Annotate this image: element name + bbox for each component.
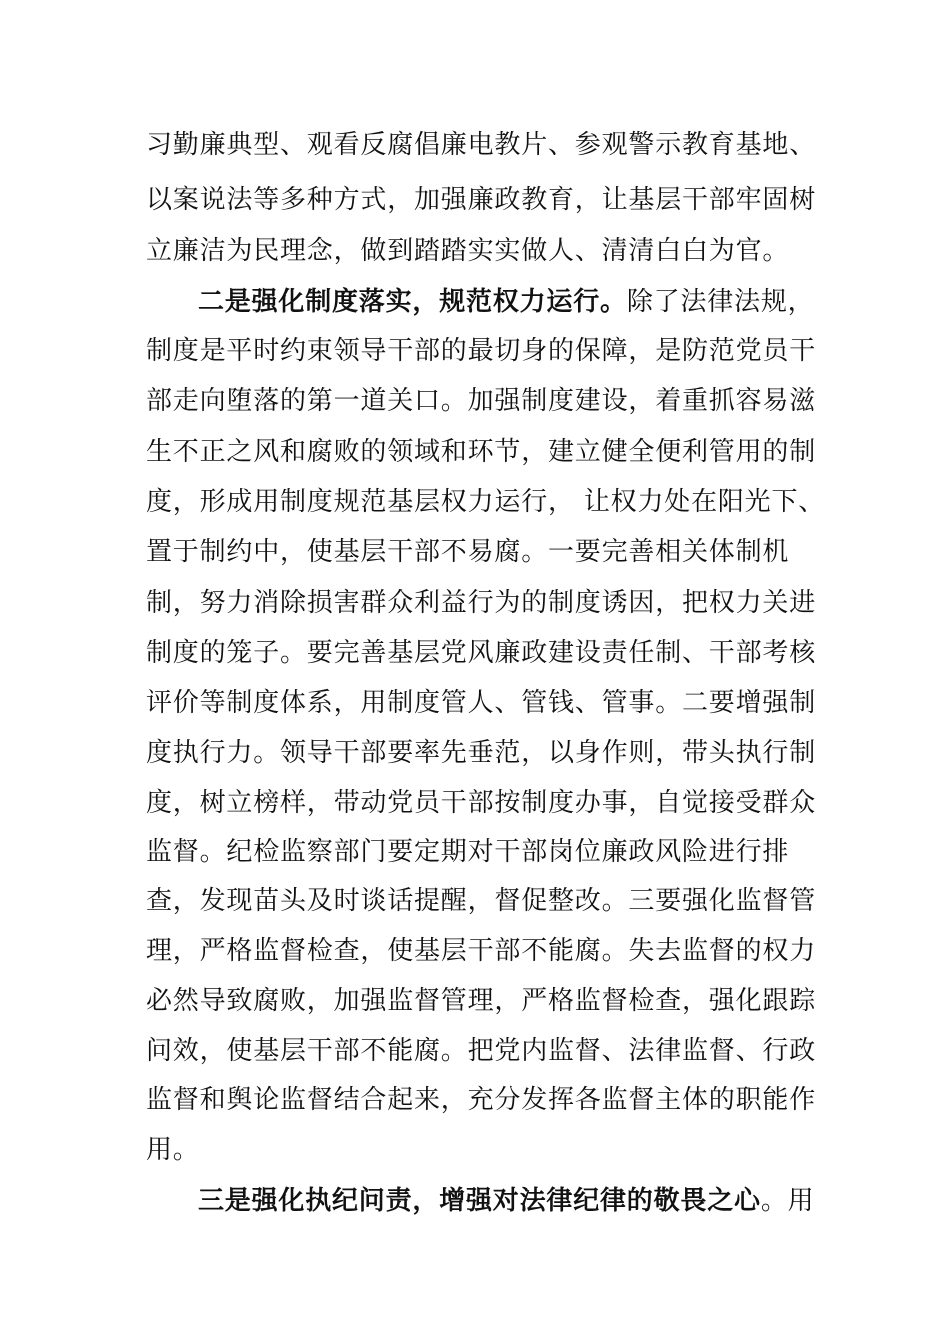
- text-line: 部走向堕落的第一道关口。加强制度建设，着重抓容易滋: [146, 386, 817, 416]
- text-line: 制，努力消除损害群众利益行为的制度诱因，把权力关进: [146, 588, 817, 618]
- text-line: 用。: [146, 1135, 200, 1165]
- text-line: 以案说法等多种方式，加强廉政教育，让基层干部牢固树: [146, 185, 817, 215]
- text-line: 生不正之风和腐败的领域和环节，建立健全便利管用的制: [146, 437, 817, 467]
- text-line: 监督和舆论监督结合起来，充分发挥各监督主体的职能作: [146, 1085, 817, 1115]
- text-line: 度执行力。领导干部要率先垂范，以身作则，带头执行制: [146, 738, 817, 768]
- text-line: 查，发现苗头及时谈话提醒，督促整改。三要强化监督管: [146, 886, 817, 916]
- text-line: 评价等制度体系，用制度管人、管钱、管事。二要增强制: [146, 688, 817, 718]
- text-line: 必然导致腐败，加强监督管理，严格监督检查，强化跟踪: [146, 986, 817, 1016]
- text-line: 问效，使基层干部不能腐。把党内监督、法律监督、行政: [146, 1036, 817, 1066]
- text-line: 制度是平时约束领导干部的最切身的保障，是防范党员干: [146, 336, 817, 366]
- paragraph-text: 。用: [760, 1186, 815, 1216]
- paragraph-two-first-line: [198, 285, 815, 319]
- text-line: 理，严格监督检查，使基层干部不能腐。失去监督的权力: [146, 936, 817, 966]
- paragraph-heading: 二是强化制度落实，规范权力运行。: [198, 287, 627, 317]
- text-line: 置于制约中，使基层干部不易腐。一要完善相关体制机: [146, 537, 790, 567]
- paragraph-text: 除了法律法规，: [626, 287, 815, 317]
- text-line: 度，树立榜样，带动党员干部按制度办事，自觉接受群众: [146, 788, 817, 818]
- paragraph-heading: 三是强化执纪问责，增强对法律纪律的敬畏之心: [198, 1186, 761, 1216]
- text-line: 立廉洁为民理念，做到踏踏实实做人、清清白白为官。: [146, 236, 790, 266]
- paragraph-three-first-line: [198, 1184, 815, 1218]
- text-line: 制度的笼子。要完善基层党风廉政建设责任制、干部考核: [146, 638, 817, 668]
- text-line: 习勤廉典型、观看反腐倡廉电教片、参观警示教育基地、: [146, 130, 817, 160]
- text-line: 监督。纪检监察部门要定期对干部岗位廉政风险进行排: [146, 837, 790, 867]
- text-line: 度，形成用制度规范基层权力运行， 让权力处在阳光下、: [146, 487, 826, 517]
